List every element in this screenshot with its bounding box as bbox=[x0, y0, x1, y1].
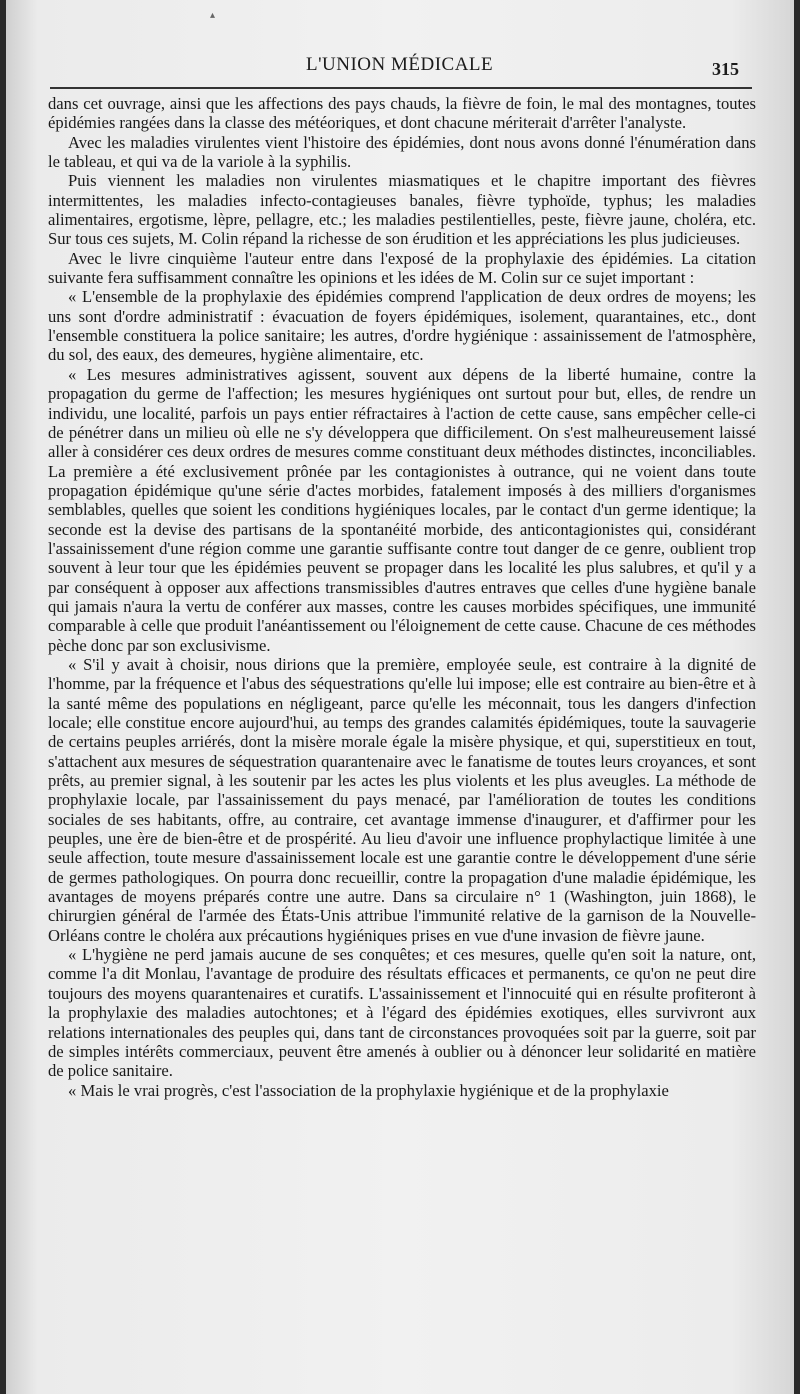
ink-blemish: ▴ bbox=[210, 10, 216, 21]
running-header bbox=[6, 54, 794, 84]
quoted-paragraph: « Les mesures administratives agissent, souvent aux dépens de la liberté humaine, contre la propagation du germe de l'affection; les mesures hygiéniques ont surtout pour but, elles, de rendre un individu, une localité, parfois un pays entier réfractaires à l'action de cette cause, sans empêcher celle-ci de pénétrer dans un milieu où elle ne s'y développera que difficilement. On s'est malheureusement laissé aller à considérer ces deux ordres de mesures comme constituant deux méthodes distinctes, inconciliables. La première a été exclusivement prônée par les contagionistes à outrance, qui ne voient dans toute propagation épidémique qu'une série d'actes morbides, fatalement imposés à des milliers d'organismes semblables, quelles que soient les conditions hygiéniques locales, par le contact d'un germe identique; la seconde est la devise des partisans de la spontanéité morbide, des anticontagionistes qui, considérant l'assainissement d'une région comme une garantie suffisante contre tout danger de ce genre, oublient trop souvent à leur tour que les épidémies peuvent se propager dans les localité les plus salubres, et qu'il y a par conséquent à opposer aux affections transmissibles d'autres entraves que celles d'une hygiène banale qui jamais n'aura la vertu de conférer aux masses, contre les causes morbides spécifiques, une immunité comparable à celle que produit l'anéantissement ou l'éloignement de cette cause. Chacune de ces méthodes pèche donc par son exclusivisme. bbox=[48, 364, 756, 655]
paragraph: Avec les maladies virulentes vient l'histoire des épidémies, dont nous avons donné l'énumération dans le tableau, et qui va de la variole à la syphilis. bbox=[48, 132, 756, 172]
article-body bbox=[48, 94, 756, 1100]
paragraph: Avec le livre cinquième l'auteur entre dans l'exposé de la prophylaxie des épidémies. La citation suivante fera suffisamment connaître les opinions et les idées de M. Colin sur ce sujet important : bbox=[48, 248, 756, 288]
quoted-paragraph: « Mais le vrai progrès, c'est l'association de la prophylaxie hygiénique et de la prophylaxie bbox=[68, 1080, 669, 1100]
paragraph: Puis viennent les maladies non virulentes miasmatiques et le chapitre important des fièvres intermittentes, les maladies infecto-contagieuses banales, fièvre typhoïde, typhus; les maladies alimentaires, ergotisme, lèpre, pellagre, etc.; les maladies pestilentielles, peste, fièvre jaune, choléra, etc. Sur tous ces sujets, M. Colin répand la richesse de son érudition et les appréciations les plus judicieuses. bbox=[48, 171, 756, 249]
paragraph: dans cet ouvrage, ainsi que les affections des pays chauds, la fièvre de foin, le mal des montagnes, toutes épidémies rangées dans la classe des météoriques, et dont chacune mériterait d'arrêter l'analyste. bbox=[48, 94, 756, 133]
journal-title: L'UNION MÉDICALE bbox=[306, 54, 494, 75]
quoted-paragraph: « L'ensemble de la prophylaxie des épidémies comprend l'application de deux ordres de moyens; les uns sont d'ordre administratif : évacuation de foyers épidémiques, isolement, quarantaines, etc., dont l'ensemble constituera la police sanitaire; les autres, d'ordre hygiénique : assainissement de l'atmosphère, du sol, des eaux, des demeures, hygiène alimentaire, etc. bbox=[48, 287, 756, 365]
page-number: 315 bbox=[712, 59, 739, 79]
scanned-page bbox=[6, 0, 794, 1394]
header-rule bbox=[50, 87, 752, 89]
quoted-paragraph: « S'il y avait à choisir, nous dirions que la première, employée seule, est contraire à la dignité de l'homme, par la fréquence et l'abus des séquestrations qu'elle lui impose; elle est contraire au bien-être et à la santé même des populations en négligeant, parce qu'elle les méconnait, tous les dangers d'infection locale; elle constitue encore aujourd'hui, au temps des grandes calamités épidémiques, toute la sauvagerie de certains peuples arriérés, dont la misère morale égale la misère physique, et qui, superstitieux en tout, s'attachent aux mesures de séquestration quarantenaire avec le fanatisme de toutes leurs croyances, et sont prêts, au premier signal, à les soutenir par les actes les plus violents et les plus aveugles. La méthode de prophylaxie locale, par l'assainissement du pays menacé, par l'amélioration de toutes les conditions sociales de ses habitants, offre, au contraire, cet avantage immense d'inaugurer, et d'affirmer pour les peuples, une ère de bien-être et de prospérité. Au lieu d'avoir une influence prophylactique limitée à une seule affection, toute mesure d'assainissement locale est une garantie contre le développement d'une série de germes pathologiques. On pourra donc recueillir, contre la propagation d'une maladie épidémique, les avantages de moyens préparés contre une autre. Dans sa circulaire n° 1 (Washington, juin 1868), le chirurgien général de l'armée des États-Unis attribue l'immunité relative de la garnison de la Nouvelle-Orléans contre le choléra aux précautions hygiéniques prises en vue d'une invasion de fièvre jaune. bbox=[48, 654, 756, 945]
quoted-paragraph: « L'hygiène ne perd jamais aucune de ses conquêtes; et ces mesures, quelle qu'en soit la nature, ont, comme l'a dit Monlau, l'avantage de produire des résultats efficaces et permanents, ce qu'on ne peut dire toujours des moyens quarantenaires et curatifs. L'assainissement et l'innocuité qui en résulte profiteront à la prophylaxie des maladies autochtones; et à l'égard des épidémies exotiques, elles survivront aux relations internationales des peuples qui, dans tant de circonstances provoquées soit par la guerre, soit par de simples intérêts commerciaux, peuvent être amenés à oublier ou à dénoncer leur solidarité en matière de police sanitaire. bbox=[48, 945, 756, 1081]
